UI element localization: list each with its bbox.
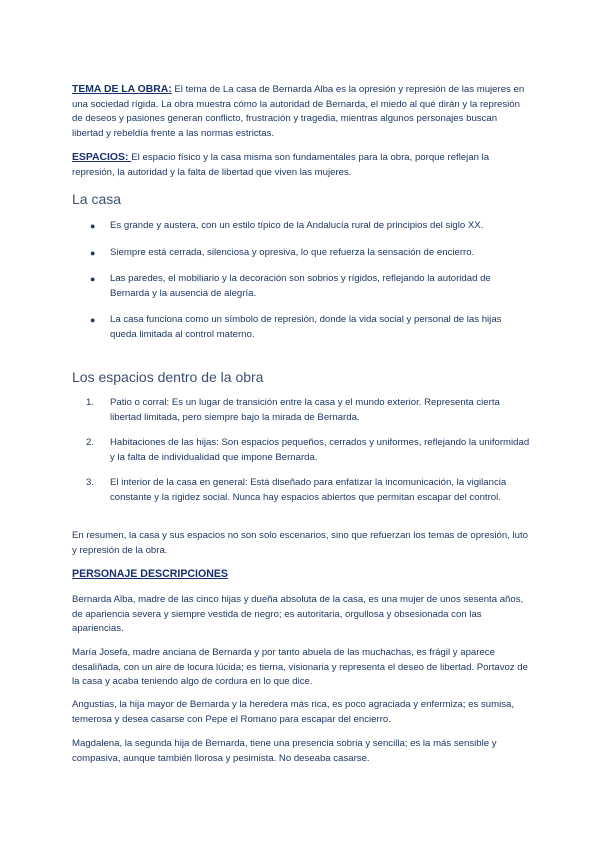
list-number: 1. [86,397,95,408]
espacios-label: ESPACIOS: [72,152,132,163]
espacios-paragraph [72,151,530,180]
tema-paragraph [72,83,530,141]
personaje-paragraph: Bernarda Alba, madre de las cinco hijas y dueña absoluta de la casa, es una mujer de unos sesenta años, de apariencia severa y siempre vestida de negro; es autoritaria, orgullosa y obsesionada con las apariencias. [72,594,524,635]
la-casa-item: Las paredes, el mobiliario y la decoración son sobrios y rígidos, reflejando la autoridad de Bernarda y la ausencia de alegría. [110,273,491,299]
la-casa-item: Siempre está cerrada, silenciosa y opresiva, lo que refuerza la sensación de encierro. [110,247,475,258]
espacios-obra-item: El interior de la casa en general: Está diseñado para enfatizar la incomunicación, la vigilancia constante y la rigidez social. Nunca hay espacios abiertos que permitan escapar del control. [110,477,507,503]
tema-text: El tema de La casa de Bernarda Alba es la opresión y represión de las mujeres en una sociedad rígida. La obra muestra cómo la autoridad de Bernarda, el miedo al qué dirán y la represión de deseos y pasiones generan conflicto, frustración y tragedia, mientras algunos personajes buscan libertad y rebeldía frente a las normas estrictas. [72,84,525,139]
espacios-obra-item: Habitaciones de las hijas: Son espacios pequeños, cerrados y uniformes, reflejando la uniformidad y la falta de individualidad que impone Bernarda. [110,437,530,463]
la-casa-heading: La casa [72,191,122,207]
espacios-text: El espacio físico y la casa misma son fundamentales para la obra, porque reflejan la represión, la autoridad y la falta de libertad que viven las mujeres. [72,152,490,178]
la-casa-item: La casa funciona como un símbolo de represión, donde la vida social y personal de las hijas queda limitada al control materno. [110,314,502,340]
personaje-paragraph: María Josefa, madre anciana de Bernarda y por tanto abuela de las muchachas, es frágil y aparece desaliñada, con un aire de locura lúcida; es tierna, visionaria y representa el deseo de libertad. Portavoz de la casa y acaba teniendo algo de cordura en lo que dice. [72,647,528,688]
personaje-paragraph: Magdalena, la segunda hija de Bernarda, tiene una presencia sobria y sencilla; es la más sensible y compasiva, aunque también llorosa y pesimista. No deseaba casarse. [72,738,497,764]
bullet-icon: ● [90,221,96,231]
personajes-heading: PERSONAJE DESCRIPCIONES [72,568,228,580]
list-number: 3. [86,477,95,488]
la-casa-item: Es grande y austera, con un estilo típico de la Andalucía rural de principios del siglo XX. [110,220,484,231]
bullet-icon: ● [90,248,96,258]
bullet-icon: ● [90,315,96,325]
espacios-obra-item: Patio o corral: Es un lugar de transición entre la casa y el mundo exterior. Representa cierta libertad limitada, pero siempre bajo la mirada de Bernarda. [110,397,500,423]
tema-label: TEMA DE LA OBRA: [72,84,172,95]
bullet-icon: ● [90,274,96,284]
list-number: 2. [86,437,95,448]
personaje-paragraph: Angustias, la hija mayor de Bernarda y la heredera más rica, es poco agraciada y enfermiza; es sumisa, temerosa y desea casarse con Pepe el Romano para escapar del encierro. [72,699,515,725]
espacios-obra-heading: Los espacios dentro de la obra [72,369,264,385]
resumen-paragraph: En resumen, la casa y sus espacios no son solo escenarios, sino que refuerzan los temas de opresión, luto y represión de la obra. [72,530,528,556]
